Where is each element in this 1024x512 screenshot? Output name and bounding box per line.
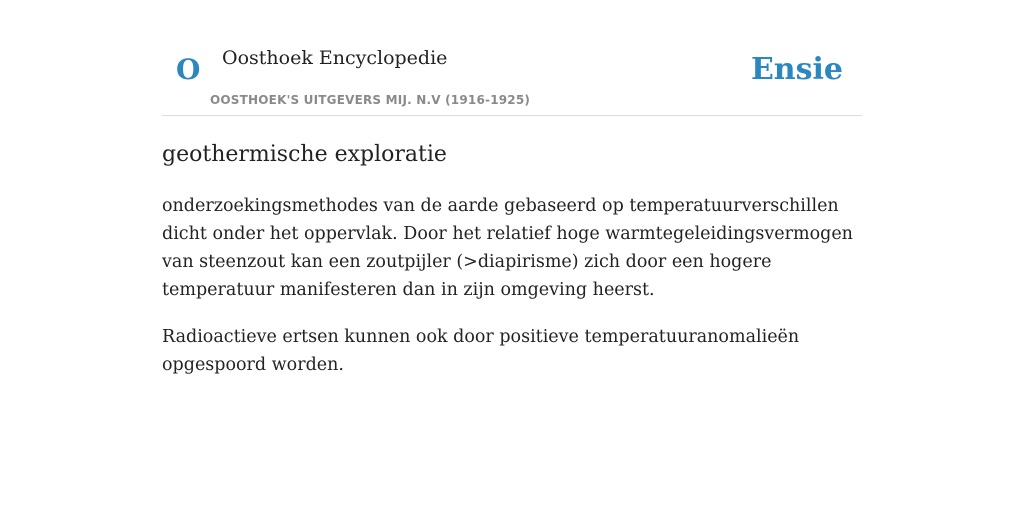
brand-logo-link[interactable]: Ensie <box>750 52 843 87</box>
entry-paragraph: Radioactieve ertsen kunnen ook door positieve temperatuuranomalieën opgespoord worden. <box>162 327 800 375</box>
source-header <box>162 44 862 116</box>
source-logo-link[interactable]: O <box>176 53 201 86</box>
page <box>162 0 862 379</box>
entry-title: geothermische exploratie <box>162 142 447 167</box>
entry-body <box>162 192 862 379</box>
source-subtitle: OOSTHOEK'S UITGEVERS MIJ. N.V (1916-1925) <box>210 93 531 107</box>
entry-paragraph: onderzoekingsmethodes van de aarde gebaseerd op temperatuurverschillen dicht onder het oppervlak. Door het relatief hoge warmtegeleidingsvermogen van steenzout kan een zoutpijler (>diapirisme) zich door een hogere temperatuur manifesteren dan in zijn omgeving heerst. <box>162 196 853 300</box>
source-title[interactable]: Oosthoek Encyclopedie <box>222 47 448 69</box>
